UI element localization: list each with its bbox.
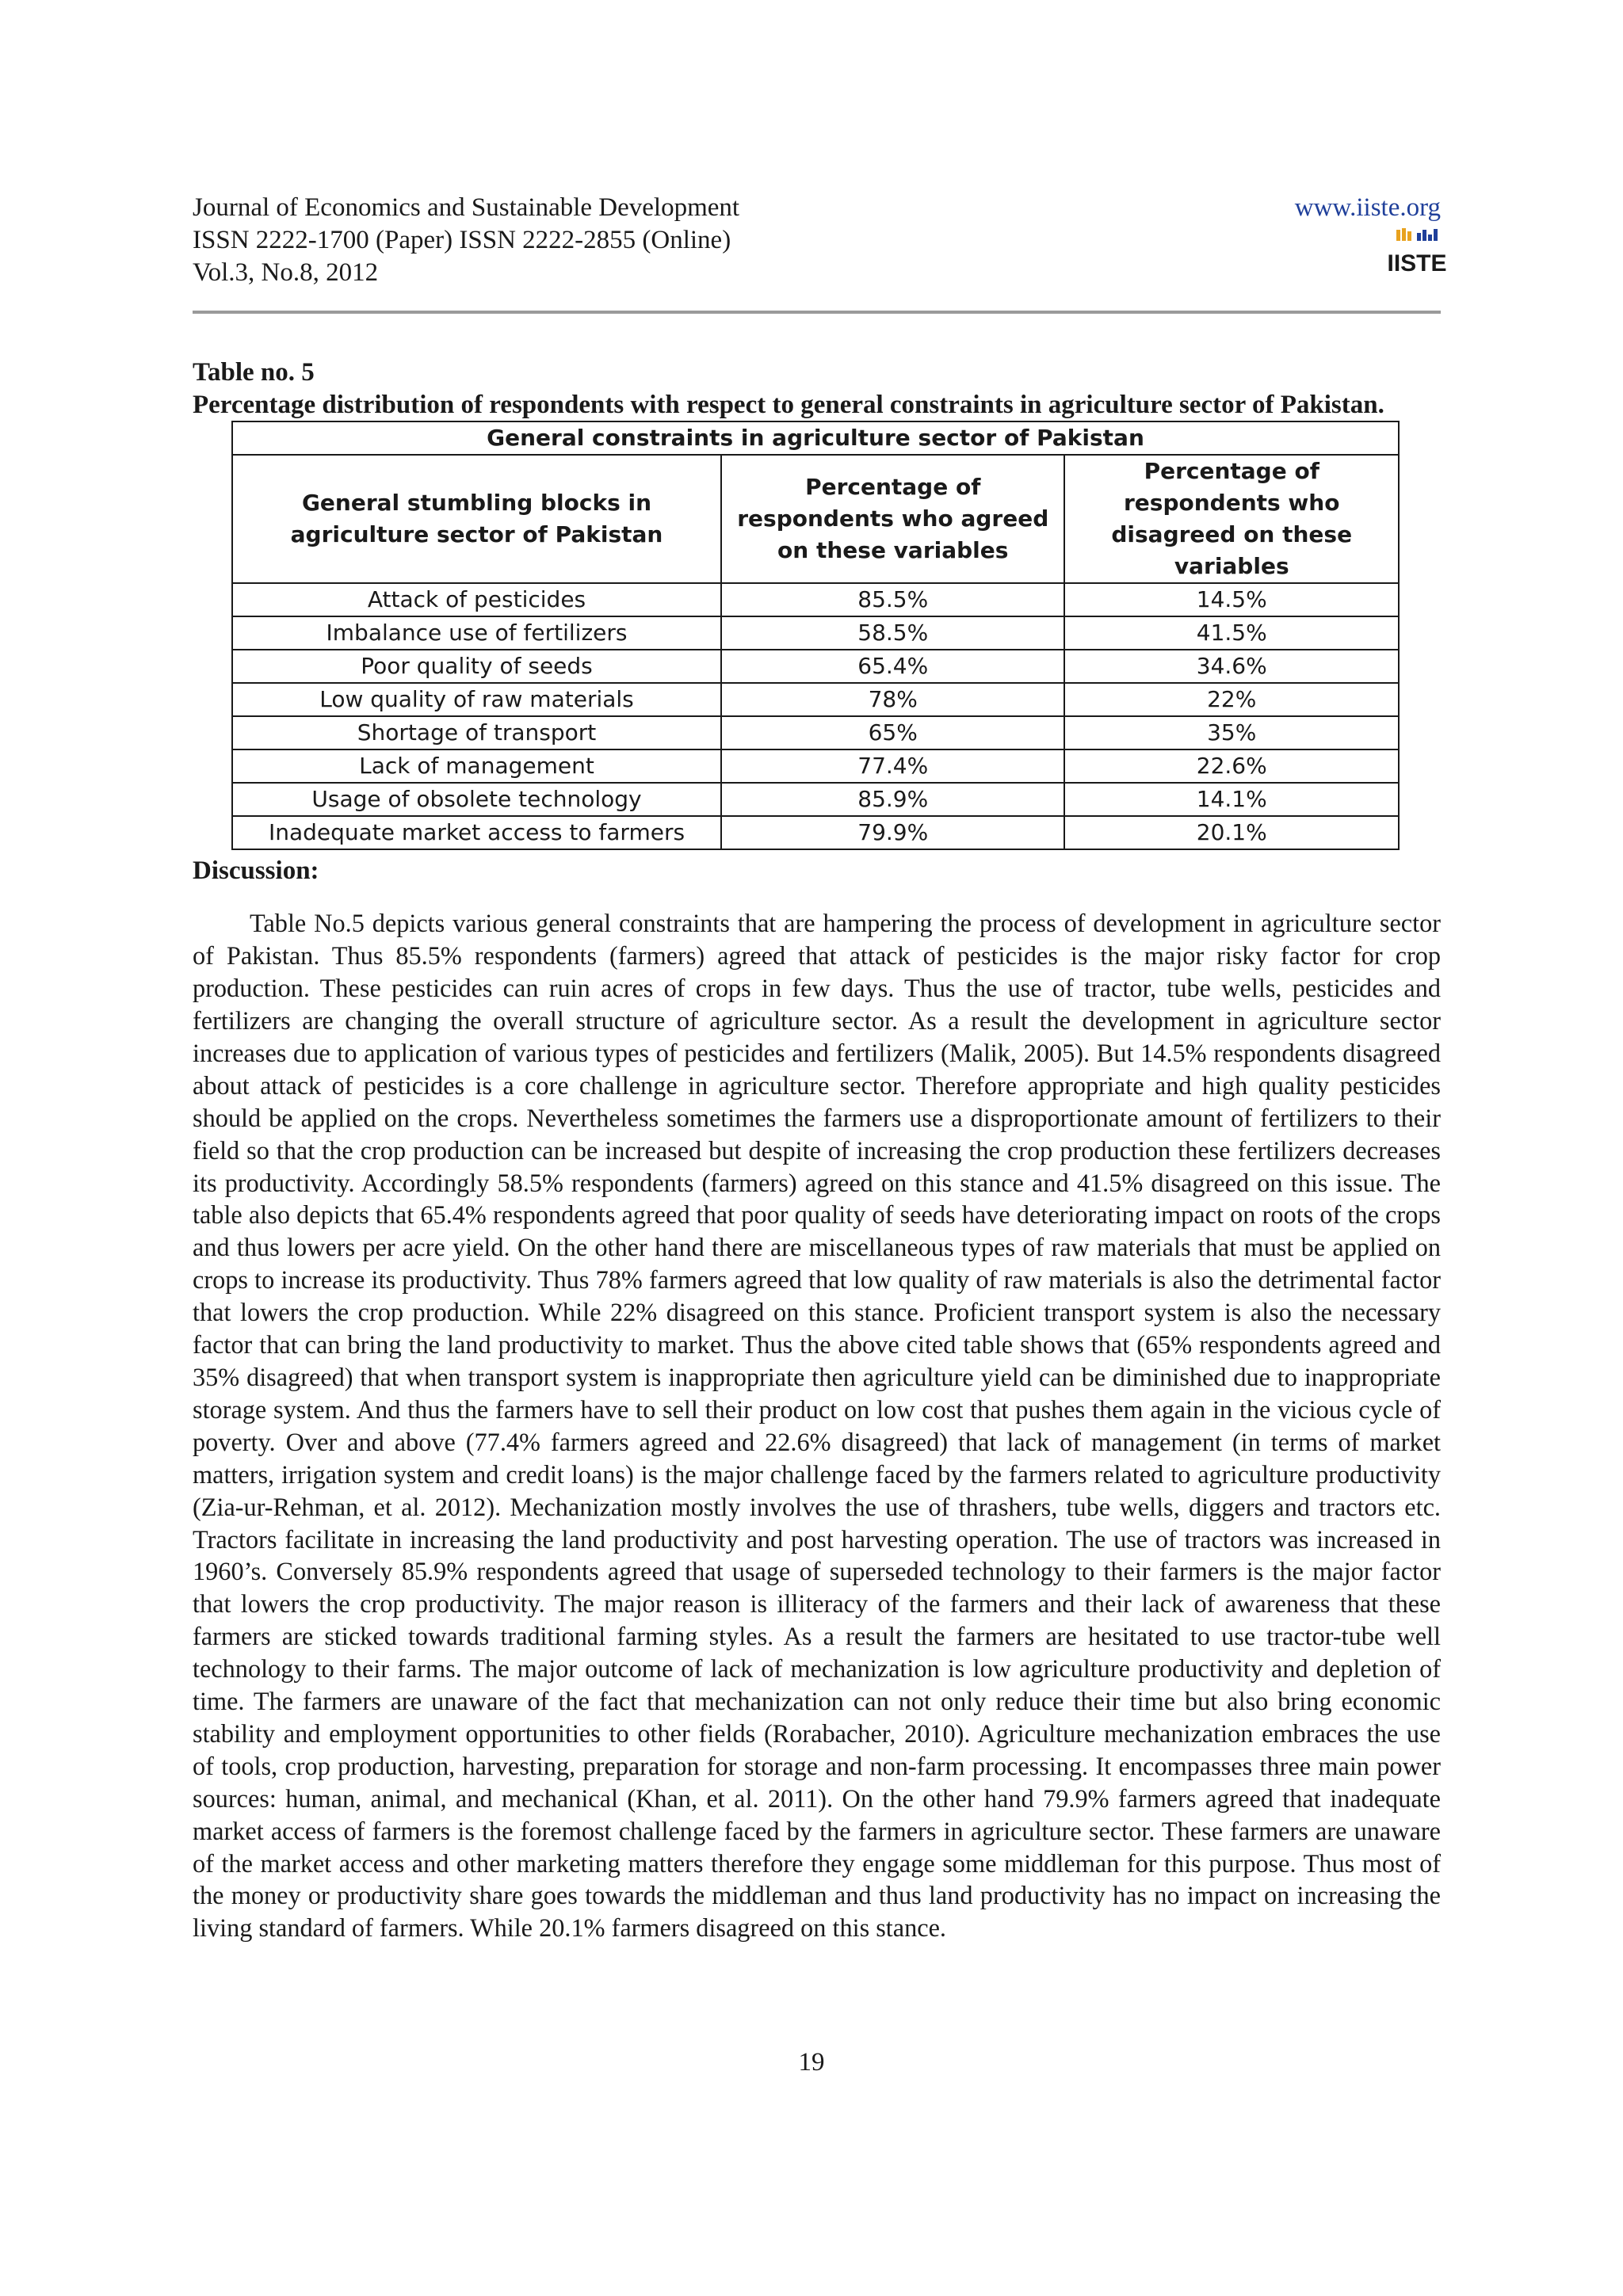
journal-volume: Vol.3, No.8, 2012	[193, 258, 379, 287]
iiste-logo-icon	[1387, 227, 1447, 279]
discussion-paragraph: Table No.5 depicts various general constraints that are hampering the process of development in agriculture sector of Pakistan. Thus 85.5% respondents (farmers) agreed that attack of pesticides is the major risky factor for crop production. These pesticides can ruin acres of crops in few days. Thus the use of tractor, tube wells, pesticides and fertilizers are changing the overall structure of agriculture sector. As a result the development in agriculture sector increases due to application of various types of pesticides and fertilizers (Malik, 2005). But 14.5% respondents disagreed about attack of pesticides is a core challenge in agriculture sector. Therefore appropriate and high quality pesticides should be applied on the crops. Nevertheless sometimes the farmers use a disproportionate amount of fertilizers to their field so that the crop production can be increased but despite of increasing the crop production these fertilizers decreases its productivity. Accordingly 58.5% respondents (farmers) agreed on this stance and 41.5% disagreed on this issue. The table also depicts that 65.4% respondents agreed that poor quality of seeds have deteriorating impact on roots of the crops and thus lowers per acre yield. On the other hand there are miscellaneous types of raw materials that must be applied on crops to increase its productivity. Thus 78% farmers agreed that low quality of raw materials is also the detrimental factor that lowers the crop production. While 22% disagreed on this stance. Proficient transport system is also the necessary factor that can bring the land productivity to market. Thus the above cited table shows that (65% respondents agreed and 35% disagreed) that when transport system is inappropriate then agriculture yield can be diminished due to inappropriate storage system. And thus the farmers have to sell their product on low cost that pushes them again in the vicious cycle of poverty. Over and above (77.4% farmers agreed and 22.6% disagreed) that lack of management (in terms of market matters, irrigation system and credit loans) is the major challenge faced by the farmers related to agriculture productivity (Zia-ur-Rehman, et al. 2012). Mechanization mostly involves the use of thrashers, tube wells, diggers and tractors etc. Tractors facilitate in increasing the land productivity and post harvesting operation. The use of tractors was increased in 1960’s. Conversely 85.9% respondents agreed that usage of superseded technology to their farmers is the major factor that lowers the crop productivity. The major reason is illiteracy of the farmers and their lack of awareness that these farmers are sticked towards traditional farming styles. As a result the farmers are hesitated to use tractor-tube well technology to their farms. The major outcome of lack of mechanization is low agriculture productivity and depletion of time. The farmers are unaware of the fact that mechanization can not only reduce their time but also bring economic stability and employment opportunities to other fields (Rorabacher, 2010). Agriculture mechanization embraces the use of tools, crop production, harvesting, preparation for storage and non-farm processing. It encompasses three main power sources: human, animal, and mechanical (Khan, et al. 2011). On the other hand 79.9% farmers agreed that inadequate market access of farmers is the foremost challenge faced by the farmers in agriculture sector. These farmers are unaware of the market access and other marketing matters therefore they engage some middleman for this purpose. Thus most of the money or productivity share goes towards the middleman and thus land productivity has no impact on increasing the living standard of farmers. While 20.1% farmers disagreed on this stance.	[193, 909, 1441, 1943]
discussion-heading: Discussion:	[193, 856, 319, 885]
table-row	[232, 816, 1399, 849]
journal-header	[193, 192, 1447, 315]
website-link[interactable]: www.iiste.org	[1294, 193, 1441, 222]
agreed-cell: 65%	[721, 716, 1064, 749]
constraints-table	[231, 421, 1400, 850]
journal-info	[193, 192, 739, 289]
disagreed-cell: 14.1%	[1064, 783, 1399, 816]
disagreed-cell: 14.5%	[1064, 583, 1399, 616]
disagreed-cell: 20.1%	[1064, 816, 1399, 849]
constraint-cell: Low quality of raw materials	[232, 683, 721, 716]
agreed-cell: 85.9%	[721, 783, 1064, 816]
table-caption	[193, 357, 1441, 421]
constraint-cell: Usage of obsolete technology	[232, 783, 721, 816]
agreed-cell: 78%	[721, 683, 1064, 716]
column-header-agreed: Percentage of respondents who agreed on these variables	[721, 455, 1064, 583]
page-number: 19	[798, 2048, 825, 2077]
constraint-cell: Shortage of transport	[232, 716, 721, 749]
constraint-cell: Inadequate market access to farmers	[232, 816, 721, 849]
disagreed-cell: 41.5%	[1064, 616, 1399, 650]
logo-text: IISTE	[1387, 250, 1447, 277]
table-title: Percentage distribution of respondents with respect to general constraints in agriculture sector of Pakistan.	[193, 391, 1384, 419]
agreed-cell: 77.4%	[721, 749, 1064, 783]
constraint-cell: Imbalance use of fertilizers	[232, 616, 721, 650]
disagreed-cell: 34.6%	[1064, 650, 1399, 683]
column-header-disagreed: Percentage of respondents who disagreed on these variables	[1064, 455, 1399, 583]
table-row	[232, 583, 1399, 616]
table-row	[232, 683, 1399, 716]
constraint-cell: Poor quality of seeds	[232, 650, 721, 683]
table-group-header: General constraints in agriculture sector of Pakistan	[232, 421, 1399, 455]
agreed-cell: 79.9%	[721, 816, 1064, 849]
table-number: Table no. 5	[193, 358, 315, 387]
table-row	[232, 749, 1399, 783]
table-row	[232, 616, 1399, 650]
journal-title: Journal of Economics and Sustainable Development	[193, 193, 740, 222]
constraint-cell: Lack of management	[232, 749, 721, 783]
table-row	[232, 783, 1399, 816]
table-row	[232, 650, 1399, 683]
column-header-constraint: General stumbling blocks in agriculture sector of Pakistan	[232, 455, 721, 583]
constraint-cell: Attack of pesticides	[232, 583, 721, 616]
journal-website-block	[1295, 192, 1441, 224]
disagreed-cell: 35%	[1064, 716, 1399, 749]
journal-issn: ISSN 2222-1700 (Paper) ISSN 2222-2855 (Online)	[193, 226, 731, 254]
agreed-cell: 65.4%	[721, 650, 1064, 683]
disagreed-cell: 22.6%	[1064, 749, 1399, 783]
disagreed-cell: 22%	[1064, 683, 1399, 716]
agreed-cell: 85.5%	[721, 583, 1064, 616]
header-divider	[193, 311, 1441, 314]
agreed-cell: 58.5%	[721, 616, 1064, 650]
table-row	[232, 716, 1399, 749]
